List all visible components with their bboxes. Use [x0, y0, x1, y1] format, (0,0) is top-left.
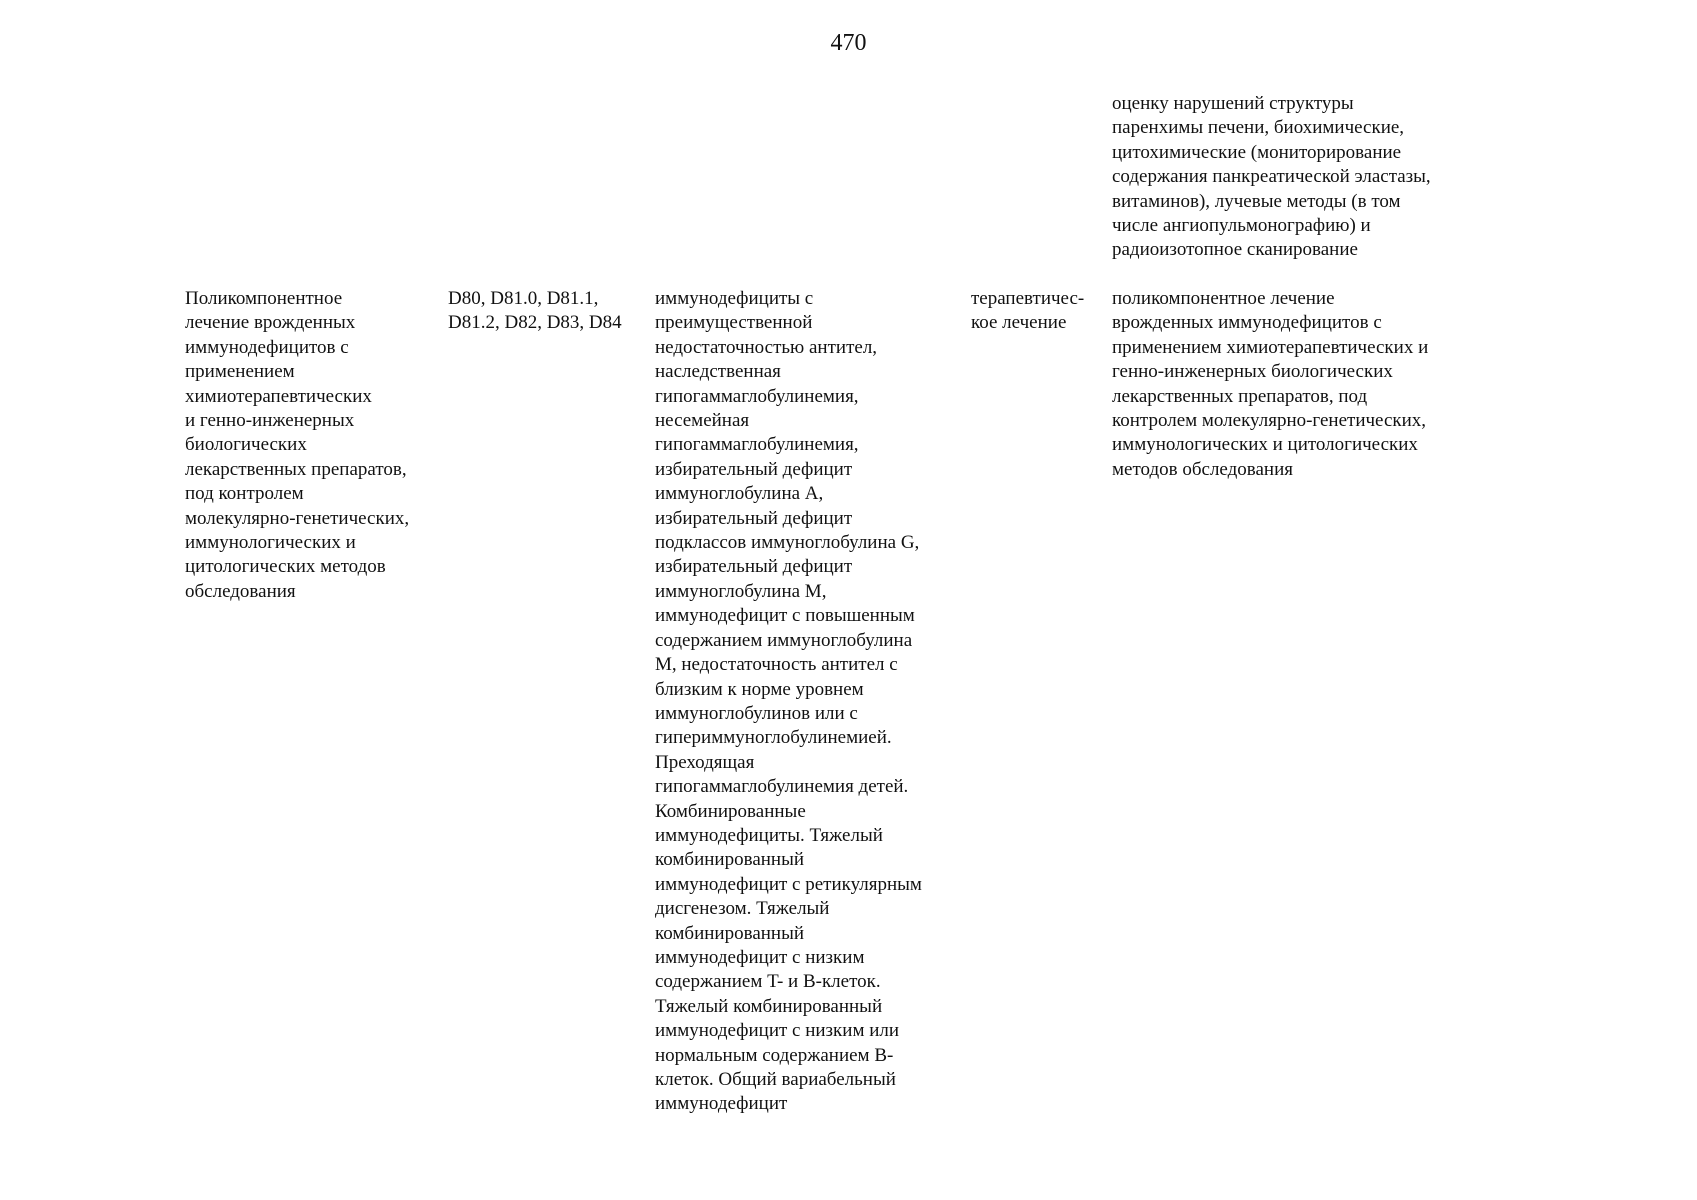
- treatment-type-cell: терапевтичес- кое лечение: [971, 288, 1085, 334]
- patient-model-cell: иммунодефициты с преимущественной недостаточностью антител, наследственная гипогаммаглобулинемия, несемейная гипогаммаглобулинемия, избирательный дефицит иммуноглобулина A, избирательный дефицит подклассов иммуноглобулина G, избирательный дефицит иммуноглобулина M, иммунодефицит с повышенным содержанием иммуноглобулина M, недостаточность антител с близким к норме уровнем иммуноглобулинов или с гипериммуноглобулинемией. Преходящая гипогаммаглобулинемия детей. Комбинированные иммунодефициты. Тяжелый комбинированный иммунодефицит с ретикулярным дисгенезом. Тяжелый комбинированный иммунодефицит с низким содержанием T- и B-клеток. Тяжелый комбинированный иммунодефицит с низким или нормальным содержанием B- клеток. Общий вариабельный иммунодефицит: [655, 288, 922, 1115]
- treatment-name-cell: Поликомпонентное лечение врожденных иммунодефицитов с применением химиотерапевтических и генно-инженерных биологических лекарственных препаратов, под контролем молекулярно-генетических, иммунологических и цитологических методов обследования: [185, 288, 410, 602]
- continued-method-text: оценку нарушений структуры паренхимы печени, биохимические, цитохимические (мониторирование содержания панкреатической эластазы, витаминов), лучевые методы (в том числе ангиопульмонографию) и радиоизотопное сканирование: [1112, 93, 1431, 261]
- icd-codes-cell: D80, D81.0, D81.1, D81.2, D82, D83, D84: [448, 288, 622, 334]
- treatment-method-cell: поликомпонентное лечение врожденных иммунодефицитов с применением химиотерапевтических и генно-инженерных биологических лекарственных препаратов, под контролем молекулярно-генетических, иммунологических и цитологических методов обследования: [1112, 288, 1429, 480]
- page-number: 470: [830, 30, 867, 56]
